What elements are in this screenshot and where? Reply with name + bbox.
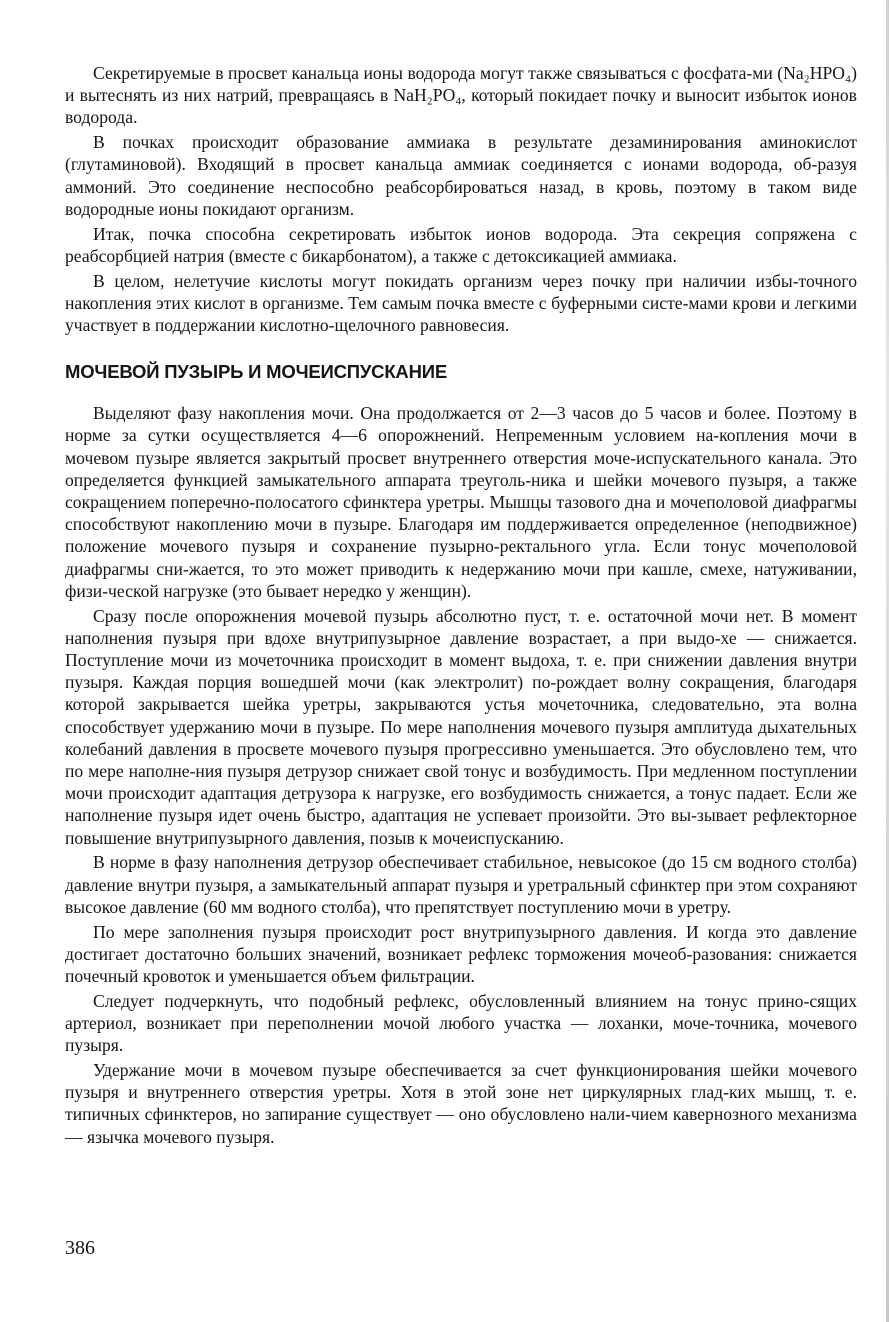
section-heading: МОЧЕВОЙ ПУЗЫРЬ И МОЧЕИСПУСКАНИЕ [65, 361, 447, 383]
page-content [65, 62, 857, 1150]
intro-section [65, 62, 857, 336]
paragraph: Удержание мочи в мочевом пузыре обеспечивается за счет функционирования шейки мочевого пузыря и внутреннего отверстия уретры. Хотя в этой зоне нет циркулярных глад-ких мышц, т. е. типичных сфинктеров, но запирание существует — оно обусловлено нали-чием кавернозного механизма — язычка мочевого пузыря. [65, 1060, 857, 1147]
paragraph: Следует подчеркнуть, что подобный рефлекс, обусловленный влиянием на тонус прино-сящих артериол, возникает при переполнении мочой любого участка — лоханки, моче-точника, мочевого пузыря. [65, 990, 857, 1056]
paragraph: Выделяют фазу накопления мочи. Она продолжается от 2—3 часов до 5 часов и более. Поэтому в норме за сутки осуществляется 4—6 опорожнений. Непременным условием на-копления мочи в мочевом пузыре является закрытый просвет внутреннего отверстия моче-испускательного канала. Это определяется функцией замыкательного аппарата треуголь-ника и шейки мочевого пузыря, а также сокращением поперечно-полосатого сфинктера уретры. Мышцы тазового дна и мочеполовой диафрагмы способствуют накоплению мочи в пузыре. Благодаря им поддерживается определенное (неподвижное) положение мочевого пузыря и сохранение пузырно-ректального угла. Если тонус мочеполовой диафрагмы сни-жается, то это может приводить к недержанию мочи при кашле, смехе, натуживании, физи-ческой нагрузке (это бывает нередко у женщин). [65, 403, 857, 601]
paragraph: Итак, почка способна секретировать избыток ионов водорода. Эта секреция сопряжена с реабсорбцией натрия (вместе с бикарбонатом), а также с детоксикацией аммиака. [65, 223, 857, 266]
paragraph: Сразу после опорожнения мочевой пузырь абсолютно пуст, т. е. остаточной мочи нет. В момент наполнения пузыря при вдохе внутрипузырное давление возрастает, а при выдо-хе — снижается. Поступление мочи из мочеточника происходит в момент выдоха, т. е. при снижении давления внутри пузыря. Каждая порция вошедшей мочи (как электролит) по-рождает волну сокращения, благодаря которой закрывается шейка уретры, закрываются устья мочеточника, следовательно, эта волна способствует удержанию мочи в пузыре. По мере наполнения мочевого пузыря амплитуда дыхательных колебаний давления в просвете мочевого пузыря прогрессивно уменьшается. Это обусловлено тем, что по мере наполне-ния пузыря детрузор снижает свой тонус и возбудимость. При медленном поступлении мочи происходит адаптация детрузора к нагрузке, его возбудимость снижается, а тонус падает. Если же наполнение пузыря идет очень быстро, адаптация не успевает произойти. Это вы-зывает рефлекторное повышение внутрипузырного давления, позыв к мочеиспусканию. [65, 605, 857, 848]
paragraph: В норме в фазу наполнения детрузор обеспечивает стабильное, невысокое (до 15 см водного столба) давление внутри пузыря, а замыкательный аппарат пузыря и уретральный сфинктер при этом сохраняют высокое давление (60 мм водного столба), что препятствует поступлению мочи в уретру. [65, 852, 857, 917]
paragraph: В почках происходит образование аммиака в результате дезаминирования аминокислот (глутаминовой). Входящий в просвет канальца аммиак соединяется с ионами водорода, об-разуя аммоний. Это соединение неспособно реабсорбироваться назад, в кровь, поэтому в таком виде водородные ионы покидают организм. [65, 132, 857, 219]
paragraph: В целом, нелетучие кислоты могут покидать организм через почку при наличии избы-точного накопления этих кислот в организме. Тем самым почка вместе с буферными систе-мами крови и легкими участвует в поддержании кислотно-щелочного равновесия. [65, 270, 857, 336]
page-number: 386 [65, 1237, 95, 1259]
main-section [65, 402, 857, 1148]
paragraph: По мере заполнения пузыря происходит рост внутрипузырного давления. И когда это давление достигает достаточно больших значений, возникает рефлекс торможения мочеоб-разования: снижается почечный кровоток и уменьшается объем фильтрации. [65, 921, 857, 987]
paragraph: Секретируемые в просвет канальца ионы водорода могут также связываться с фосфата-ми (Na₂HPO₄) и вытеснять из них натрий, превращаясь в NaH₂PO₄, который покидает почку и выносит избыток ионов водорода. [65, 63, 857, 128]
